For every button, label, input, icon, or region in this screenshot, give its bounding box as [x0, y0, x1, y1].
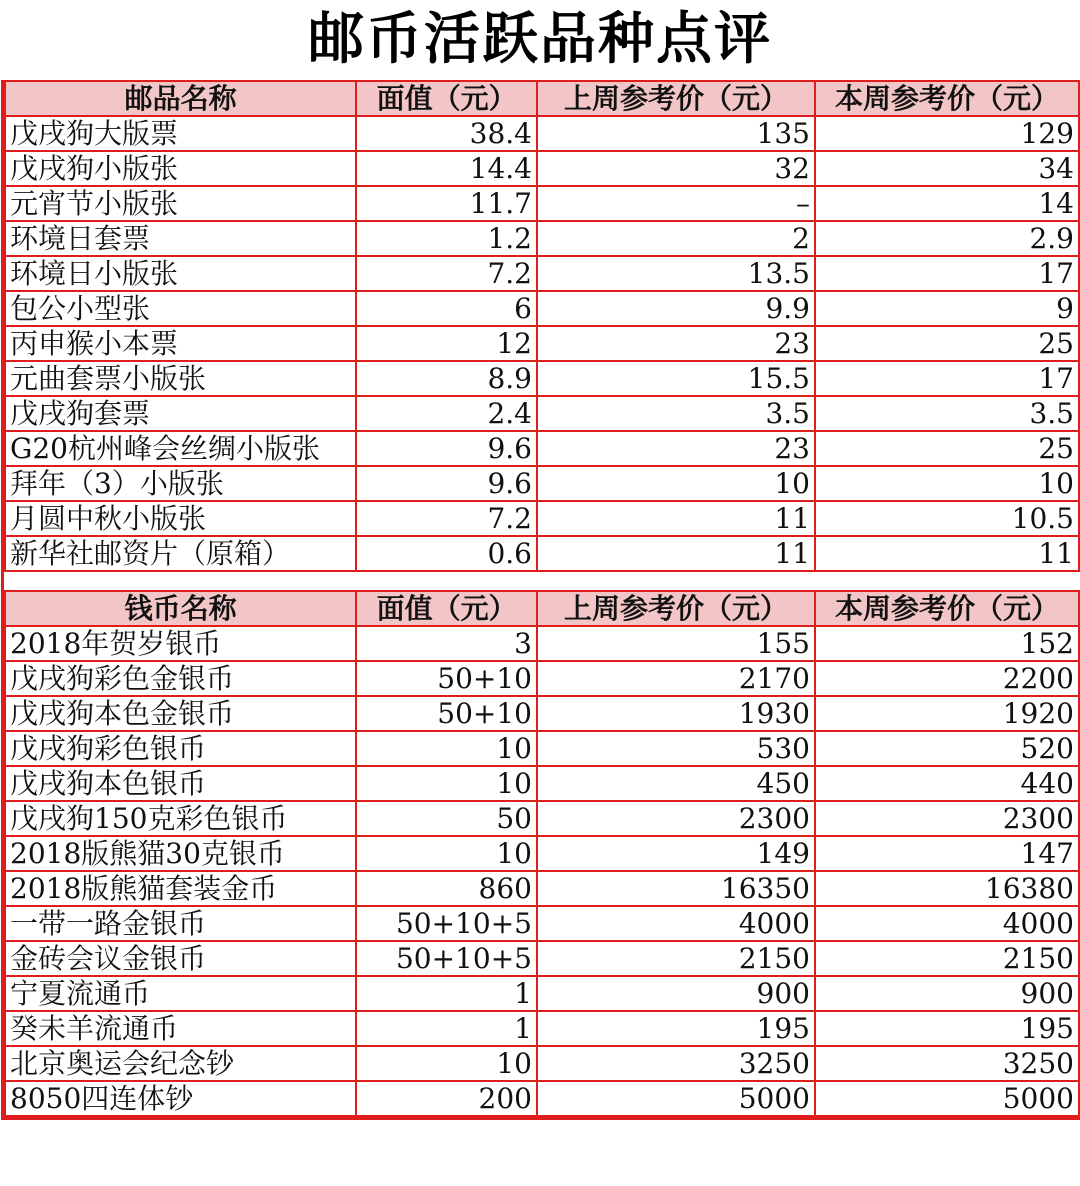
- stamps-cell-face-value: 0.6: [356, 536, 537, 571]
- table-row: [5, 431, 1079, 466]
- coins-cell-this-week-price: 147: [815, 836, 1079, 871]
- stamps-cell-last-week-price: 135: [537, 116, 815, 151]
- coins-cell-this-week-price: 2150: [815, 941, 1079, 976]
- coins-cell-this-week-price: 1920: [815, 696, 1079, 731]
- table-row: [5, 1081, 1079, 1116]
- coins-cell-name: 戊戌狗彩色银币: [5, 731, 356, 766]
- stamps-cell-this-week-price: 17: [815, 361, 1079, 396]
- coins-cell-last-week-price: 5000: [537, 1081, 815, 1116]
- coins-cell-last-week-price: 149: [537, 836, 815, 871]
- stamps-cell-name: 拜年（3）小版张: [5, 466, 356, 501]
- coins-cell-this-week-price: 2200: [815, 661, 1079, 696]
- stamps-cell-face-value: 11.7: [356, 186, 537, 221]
- coins-cell-name: 2018年贺岁银币: [5, 626, 356, 661]
- stamps-cell-name: 戊戌狗套票: [5, 396, 356, 431]
- stamps-cell-this-week-price: 10.5: [815, 501, 1079, 536]
- stamps-cell-name: 环境日小版张: [5, 256, 356, 291]
- coins-cell-name: 宁夏流通币: [5, 976, 356, 1011]
- table-row: [5, 871, 1079, 906]
- stamps-cell-this-week-price: 2.9: [815, 221, 1079, 256]
- stamps-cell-this-week-price: 9: [815, 291, 1079, 326]
- stamps-cell-name: 包公小型张: [5, 291, 356, 326]
- stamps-cell-last-week-price: 23: [537, 431, 815, 466]
- stamps-header-last-week-price: 上周参考价（元）: [537, 81, 815, 116]
- coins-cell-face-value: 50+10+5: [356, 906, 537, 941]
- coins-cell-face-value: 50+10: [356, 696, 537, 731]
- stamps-cell-name: G20杭州峰会丝绸小版张: [5, 431, 356, 466]
- coins-header-row: [5, 591, 1079, 626]
- stamps-cell-name: 戊戌狗大版票: [5, 116, 356, 151]
- page-title: 邮币活跃品种点评: [308, 7, 772, 72]
- coins-cell-face-value: 200: [356, 1081, 537, 1116]
- stamps-cell-this-week-price: 10: [815, 466, 1079, 501]
- stamps-cell-name: 环境日套票: [5, 221, 356, 256]
- stamps-header-this-week-price: 本周参考价（元）: [815, 81, 1079, 116]
- coins-cell-name: 2018版熊猫30克银币: [5, 836, 356, 871]
- coins-cell-last-week-price: 16350: [537, 871, 815, 906]
- stamps-cell-last-week-price: 23: [537, 326, 815, 361]
- coins-cell-this-week-price: 152: [815, 626, 1079, 661]
- coins-cell-face-value: 1: [356, 1011, 537, 1046]
- stamps-cell-face-value: 6: [356, 291, 537, 326]
- coins-cell-this-week-price: 440: [815, 766, 1079, 801]
- coins-cell-face-value: 10: [356, 731, 537, 766]
- coins-cell-name: 戊戌狗彩色金银币: [5, 661, 356, 696]
- stamps-cell-last-week-price: 3.5: [537, 396, 815, 431]
- coins-cell-last-week-price: 1930: [537, 696, 815, 731]
- coins-cell-last-week-price: 530: [537, 731, 815, 766]
- stamps-header-row: [5, 81, 1079, 116]
- coins-cell-name: 8050四连体钞: [5, 1081, 356, 1116]
- table-row: [5, 291, 1079, 326]
- coins-cell-last-week-price: 2300: [537, 801, 815, 836]
- coins-cell-last-week-price: 450: [537, 766, 815, 801]
- coins-cell-this-week-price: 2300: [815, 801, 1079, 836]
- coins-header-last-week-price: 上周参考价（元）: [537, 591, 815, 626]
- stamps-header-face-value: 面值（元）: [356, 81, 537, 116]
- table-row: [5, 466, 1079, 501]
- table-row: [5, 661, 1079, 696]
- stamps-cell-face-value: 12: [356, 326, 537, 361]
- coins-cell-this-week-price: 16380: [815, 871, 1079, 906]
- stamps-cell-this-week-price: 11: [815, 536, 1079, 571]
- stamps-cell-name: 元宵节小版张: [5, 186, 356, 221]
- table-row: [5, 976, 1079, 1011]
- coins-cell-face-value: 860: [356, 871, 537, 906]
- stamps-cell-name: 元曲套票小版张: [5, 361, 356, 396]
- coins-cell-this-week-price: 4000: [815, 906, 1079, 941]
- stamps-cell-this-week-price: 34: [815, 151, 1079, 186]
- coins-cell-name: 北京奥运会纪念钞: [5, 1046, 356, 1081]
- coins-cell-name: 癸未羊流通币: [5, 1011, 356, 1046]
- coins-cell-this-week-price: 3250: [815, 1046, 1079, 1081]
- stamps-cell-name: 戊戌狗小版张: [5, 151, 356, 186]
- stamps-cell-this-week-price: 14: [815, 186, 1079, 221]
- stamps-cell-face-value: 7.2: [356, 501, 537, 536]
- table-row: [5, 361, 1079, 396]
- coins-cell-face-value: 50: [356, 801, 537, 836]
- coins-cell-name: 戊戌狗本色金银币: [5, 696, 356, 731]
- stamps-cell-this-week-price: 129: [815, 116, 1079, 151]
- coins-cell-last-week-price: 2150: [537, 941, 815, 976]
- coins-cell-name: 2018版熊猫套装金币: [5, 871, 356, 906]
- stamps-cell-face-value: 2.4: [356, 396, 537, 431]
- table-row: [5, 151, 1079, 186]
- stamps-cell-last-week-price: 11: [537, 501, 815, 536]
- coins-cell-face-value: 50+10+5: [356, 941, 537, 976]
- coins-cell-last-week-price: 195: [537, 1011, 815, 1046]
- stamps-cell-this-week-price: 17: [815, 256, 1079, 291]
- stamps-cell-last-week-price: –: [537, 186, 815, 221]
- coins-cell-this-week-price: 520: [815, 731, 1079, 766]
- stamps-header-name: 邮品名称: [5, 81, 356, 116]
- stamps-cell-last-week-price: 10: [537, 466, 815, 501]
- stamps-cell-face-value: 9.6: [356, 466, 537, 501]
- table-row: [5, 836, 1079, 871]
- coins-cell-last-week-price: 155: [537, 626, 815, 661]
- table-row: [5, 256, 1079, 291]
- stamps-cell-face-value: 1.2: [356, 221, 537, 256]
- table-row: [5, 731, 1079, 766]
- table-row: [5, 501, 1079, 536]
- stamps-cell-this-week-price: 3.5: [815, 396, 1079, 431]
- stamps-cell-name: 新华社邮资片（原箱）: [5, 536, 356, 571]
- table-row: [5, 696, 1079, 731]
- section-divider-cell: [5, 571, 1079, 591]
- coins-cell-last-week-price: 900: [537, 976, 815, 1011]
- stamps-cell-face-value: 8.9: [356, 361, 537, 396]
- coins-cell-face-value: 10: [356, 766, 537, 801]
- coins-cell-name: 戊戌狗150克彩色银币: [5, 801, 356, 836]
- table-row: [5, 941, 1079, 976]
- coins-cell-this-week-price: 195: [815, 1011, 1079, 1046]
- stamps-cell-face-value: 14.4: [356, 151, 537, 186]
- table-row: [5, 536, 1079, 571]
- stamps-cell-last-week-price: 32: [537, 151, 815, 186]
- coins-cell-face-value: 50+10: [356, 661, 537, 696]
- coins-cell-name: 戊戌狗本色银币: [5, 766, 356, 801]
- table-row: [5, 1011, 1079, 1046]
- coins-cell-last-week-price: 2170: [537, 661, 815, 696]
- table-row: [5, 906, 1079, 941]
- coins-cell-face-value: 1: [356, 976, 537, 1011]
- stamps-cell-last-week-price: 2: [537, 221, 815, 256]
- coins-cell-name: 金砖会议金银币: [5, 941, 356, 976]
- stamps-cell-face-value: 9.6: [356, 431, 537, 466]
- coins-cell-face-value: 10: [356, 1046, 537, 1081]
- price-table-container: [1, 80, 1080, 1120]
- coins-cell-this-week-price: 900: [815, 976, 1079, 1011]
- coins-cell-last-week-price: 3250: [537, 1046, 815, 1081]
- section-divider: [5, 571, 1079, 591]
- table-row: [5, 221, 1079, 256]
- table-row: [5, 626, 1079, 661]
- stamps-cell-last-week-price: 11: [537, 536, 815, 571]
- stamps-cell-face-value: 7.2: [356, 256, 537, 291]
- stamps-cell-name: 月圆中秋小版张: [5, 501, 356, 536]
- coins-cell-face-value: 10: [356, 836, 537, 871]
- stamps-cell-last-week-price: 9.9: [537, 291, 815, 326]
- coins-header-this-week-price: 本周参考价（元）: [815, 591, 1079, 626]
- stamps-cell-last-week-price: 15.5: [537, 361, 815, 396]
- coins-header-name: 钱币名称: [5, 591, 356, 626]
- coins-cell-face-value: 3: [356, 626, 537, 661]
- stamps-cell-this-week-price: 25: [815, 431, 1079, 466]
- table-row: [5, 396, 1079, 431]
- table-row: [5, 766, 1079, 801]
- stamps-cell-face-value: 38.4: [356, 116, 537, 151]
- stamps-cell-this-week-price: 25: [815, 326, 1079, 361]
- table-row: [5, 1046, 1079, 1081]
- table-row: [5, 116, 1079, 151]
- price-table: [4, 80, 1080, 1117]
- coins-cell-this-week-price: 5000: [815, 1081, 1079, 1116]
- table-row: [5, 326, 1079, 361]
- coins-cell-last-week-price: 4000: [537, 906, 815, 941]
- coins-header-face-value: 面值（元）: [356, 591, 537, 626]
- table-row: [5, 801, 1079, 836]
- stamps-cell-last-week-price: 13.5: [537, 256, 815, 291]
- stamps-cell-name: 丙申猴小本票: [5, 326, 356, 361]
- coins-cell-name: 一带一路金银币: [5, 906, 356, 941]
- table-row: [5, 186, 1079, 221]
